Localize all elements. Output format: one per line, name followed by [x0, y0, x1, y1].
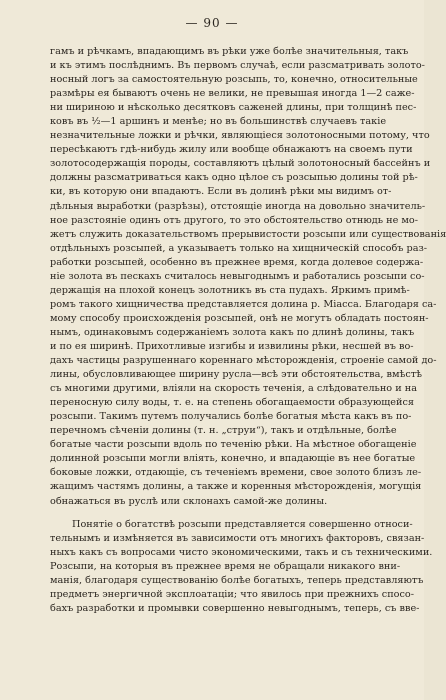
text-line: бахъ разработки и промывки совершенно невыгоднымъ, теперь, съ вве- — [50, 602, 420, 614]
text-line: пересѣкаютъ гдѣ-нибудь жилу или вообще обнажаютъ на своемъ пути — [50, 144, 413, 156]
text-line: боковые ложки, отдающіе, съ теченіемъ времени, свое золото близъ ле- — [50, 467, 422, 479]
text-line: незначительные ложки и рѣчки, являющіеся золотоносными потому, что — [50, 130, 430, 142]
text-line: перечномъ сѣченіи долины (т. н. „струи“), такъ и отдѣльные, болѣе — [50, 425, 397, 437]
text-line: работки розсыпей, особенно въ прежнее время, когда долевое содержа- — [50, 256, 424, 268]
text-line: лины, обусловливающее ширину русла—всѣ эти обстоятельства, вмѣстѣ — [50, 369, 422, 381]
text-line: мому способу происхожденія розсыпей, онѣ не могутъ обладать постоян- — [50, 312, 429, 324]
text-line: Понятіе о богатствѣ розсыпи представляется совершенно относи- — [72, 518, 413, 530]
text-line: ки, въ которую они впадаютъ. Если въ долинѣ рѣки мы видимъ от- — [50, 186, 392, 198]
text-line: долинной розсыпи могли вліять, конечно, и впадающіе въ нее богатые — [50, 453, 416, 465]
text-line: тельнымъ и измѣняется въ зависимости отъ многихъ факторовъ, связан- — [50, 532, 425, 544]
body-text — [50, 45, 446, 616]
text-line: и по ея ширинѣ. Прихотливые изгибы и извилины рѣки, несшей въ во- — [50, 340, 414, 352]
paragraph — [50, 518, 433, 616]
text-line: ни шириною и нѣсколько десятковъ саженей длины, при толщинѣ пес- — [50, 102, 417, 114]
text-line: дѣльныя выработки (разрѣзы), отстоящіе иногда на довольно значитель- — [50, 200, 426, 212]
text-line: съ многими другими, вліяли на скорость теченія, а слѣдовательно и на — [50, 383, 417, 395]
text-line: Розсыпи, на которыя въ прежнее время не обращали никакого вни- — [50, 560, 401, 572]
text-line: манія, благодаря существованію болѣе богатыхъ, теперь представляютъ — [50, 574, 424, 586]
text-line: розсыпи. Такимъ путемъ получались болѣе богатыя мѣста какъ въ по- — [50, 411, 412, 423]
text-line: золотосодержащія породы, составляютъ цѣлый золотоносный бассейнъ и — [50, 158, 431, 170]
text-line: предметъ энергичной эксплоатаціи; что явилось при прежнихъ спосо- — [50, 588, 415, 600]
text-line: размѣры ея бываютъ очень не велики, не превышая иногда 1—2 саже- — [50, 88, 415, 100]
paragraph-gap — [50, 509, 383, 518]
text-line: ное разстояніе одинъ отъ другого, то это обстоятельство отнюдь не мо- — [50, 214, 419, 226]
text-line: ковъ въ ½—1 аршинъ и менѣе; но въ большинствѣ случаевъ такіе — [50, 116, 387, 128]
text-line: держащія на плохой конецъ золотникъ въ ста пудахъ. Яркимъ примѣ- — [50, 284, 410, 296]
text-line: и къ этимъ послѣднимъ. Въ первомъ случаѣ, если разсматривать золото- — [50, 60, 425, 72]
text-line: жетъ служить доказательствомъ прерывистости розсыпи или существованія — [50, 228, 446, 240]
text-line: гамъ и рѣчкамъ, впадающимъ въ рѣки уже болѣе значительныя, такъ — [50, 46, 409, 57]
text-line: должны разсматриваться какъ одно цѣлое съ розсыпью долины той рѣ- — [50, 172, 418, 184]
paragraph — [50, 45, 446, 509]
text-line: нымъ, одинаковымъ содержаніемъ золота какъ по длинѣ долины, такъ — [50, 326, 415, 338]
text-line: отдѣльныхъ розсыпей, а указываетъ только на хищническій способъ раз- — [50, 242, 428, 254]
text-line: ныхъ какъ съ вопросами чисто экономическими, такъ и съ техническими. — [50, 546, 433, 558]
page-number: — 90 — — [185, 16, 239, 30]
text-line: ніе золота въ пескахъ считалось невыгоднымъ и работались розсыпи со- — [50, 270, 425, 282]
text-line: ромъ такого хищничества представляется долина р. Міасса. Благодаря са- — [50, 298, 437, 310]
text-line: богатые части розсыпи вдоль по теченію рѣки. На мѣстное обогащеніе — [50, 439, 417, 451]
text-line: жащимъ частямъ долины, а также и коренныя мѣсторожденія, могущія — [50, 481, 422, 493]
text-line: носный логъ за самостоятельную розсыпь, то, конечно, относительные — [50, 74, 418, 86]
text-line: дахъ частицы разрушеннаго кореннаго мѣсторожденія, строеніе самой до- — [50, 355, 437, 367]
text-line: переносную силу воды, т. е. на степень обогащаемости образующейся — [50, 397, 415, 409]
text-line: обнажаться въ руслѣ или склонахъ самой-же долины. — [50, 495, 328, 507]
